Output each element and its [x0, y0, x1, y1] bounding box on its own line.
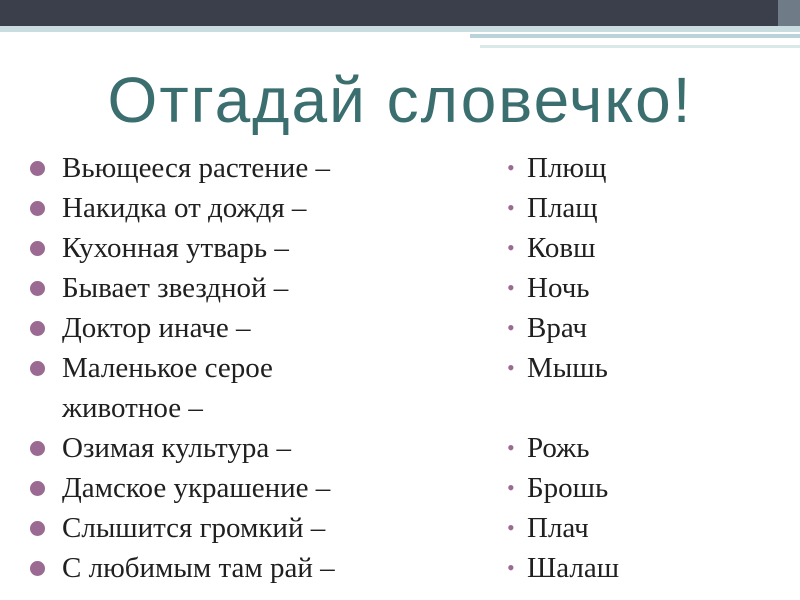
answer-item [505, 148, 785, 188]
bullet-icon: • [507, 515, 515, 540]
answer-text: Плащ [527, 192, 598, 224]
bullet-icon: • [507, 555, 515, 580]
accent-stripe [480, 45, 800, 48]
bullet-icon [30, 201, 45, 216]
answer-item [505, 308, 785, 348]
bullet-icon: • [507, 195, 515, 220]
bullet-icon: • [507, 315, 515, 340]
answer-text: Плач [527, 512, 589, 544]
clue-text: Маленькое серое [62, 352, 273, 384]
slide-header-band [0, 0, 778, 26]
clue-item [30, 148, 450, 188]
bullet-icon: • [507, 435, 515, 460]
clue-item [30, 428, 450, 468]
answer-text: Плющ [527, 152, 607, 184]
answer-item [505, 188, 785, 228]
answer-item [505, 348, 785, 388]
clue-text: Озимая культура – [62, 432, 291, 464]
clue-text: Слышится громкий – [62, 512, 326, 544]
bullet-icon: • [507, 275, 515, 300]
clue-item [30, 508, 450, 548]
answer-text: Шалаш [527, 552, 620, 584]
bullet-icon [30, 441, 45, 456]
clue-text: Накидка от дождя – [62, 192, 307, 224]
clue-item [30, 468, 450, 508]
bullet-icon [30, 521, 45, 536]
clue-item [30, 188, 450, 228]
slide-header-corner [778, 0, 800, 26]
bullet-icon [30, 281, 45, 296]
bullet-icon: • [507, 355, 515, 380]
clue-item [30, 548, 450, 588]
answer-list [505, 148, 785, 588]
accent-stripe [470, 34, 800, 38]
bullet-icon: • [507, 155, 515, 180]
bullet-icon [30, 161, 45, 176]
bullet-icon: • [507, 235, 515, 260]
answer-text: Рожь [527, 432, 590, 464]
clue-text: Вьющееся растение – [62, 152, 330, 184]
clue-item [30, 348, 450, 388]
answer-item [505, 268, 785, 308]
bullet-icon [30, 241, 45, 256]
clue-item [30, 268, 450, 308]
bullet-icon [30, 481, 45, 496]
clue-text: С любимым там рай – [62, 552, 335, 584]
clue-item [30, 228, 450, 268]
answer-item [505, 428, 785, 468]
bullet-icon [30, 321, 45, 336]
answer-text: Врач [527, 312, 588, 344]
bullet-icon [30, 361, 45, 376]
answer-item [505, 228, 785, 268]
list-spacer [505, 388, 785, 428]
answer-item [505, 548, 785, 588]
slide-title: Отгадай словечко! [107, 64, 693, 136]
answer-text: Брошь [527, 472, 609, 504]
clue-text: Бывает звездной – [62, 272, 289, 304]
clue-text: Кухонная утварь – [62, 232, 289, 264]
clue-text: Дамское украшение – [62, 472, 331, 504]
clue-text: Доктор иначе – [62, 312, 251, 344]
answer-text: Мышь [527, 352, 608, 384]
answer-item [505, 468, 785, 508]
bullet-icon: • [507, 475, 515, 500]
clue-item-continuation [30, 388, 450, 428]
bullet-icon [30, 561, 45, 576]
answer-text: Ночь [527, 272, 590, 304]
answer-item [505, 508, 785, 548]
clue-list [30, 148, 450, 588]
clue-text: животное – [62, 392, 203, 424]
answer-text: Ковш [527, 232, 596, 264]
accent-stripe [0, 26, 800, 32]
clue-item [30, 308, 450, 348]
